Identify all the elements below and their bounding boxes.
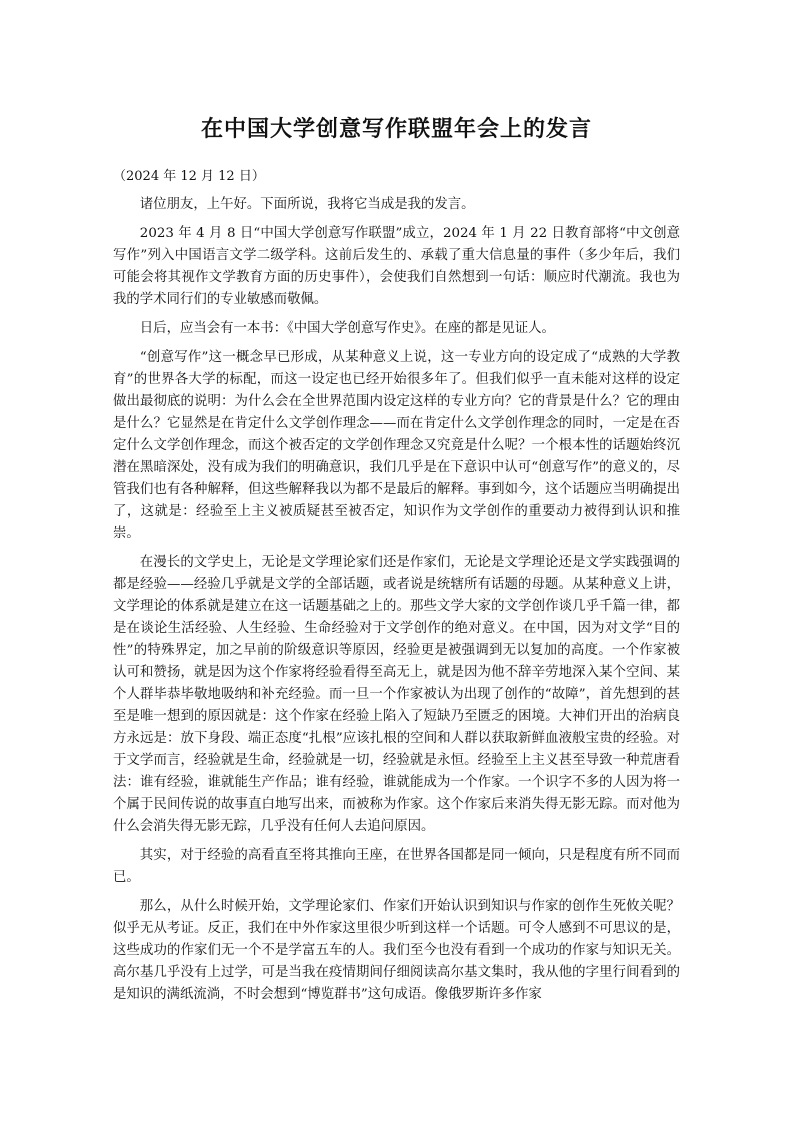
paragraph-experience: 在漫长的文学史上，无论是文学理论家们还是作家们，无论是文学理论还是文学实践强调的都是经验——经验几乎就是文学的全部话题，或者说是统辖所有话题的母题。从某种意义上讲，文学理论的体系就是建立在这一话题基础之上的。那些文学大家的文学创作谈几乎千篇一律，都是在谈论生活经验、人生经验、生命经验对于文学创作的绝对意义。在中国，因为对文学“目的性”的特殊界定，加之早前的阶级意识等原因，经验更是被强调到无以复加的高度。一个作家被认可和赞扬，就是因为这个作家将经验看得至高无上，就是因为他不辞辛劳地深入某个空间、某个人群毕恭毕敬地吸纳和补充经验。而一旦一个作家被认为出现了创作的“故障”，首先想到的甚至是唯一想到的原因就是：这个作家在经验上陷入了短缺乃至匮乏的困境。大神们开出的治病良方永远是：放下身段、端正态度“扎根”应该扎根的空间和人群以获取新鲜血液般宝贵的经验。对于文学而言，经验就是生命，经验就是一切，经验就是永恒。经验至上主义甚至导致一种荒唐看法：谁有经验，谁就能生产作品；谁有经验，谁就能成为一个作家。一个识字不多的人因为将一个属于民间传说的故事直白地写出来，而被称为作家。这个作家后来消失得无影无踪。而对他为什么会消失得无影无踪，几乎没有任何人去追问原因。 [113, 555, 680, 834]
paragraph-creative-writing-concept: “创意写作”这一概念早已形成，从某种意义上说，这一专业方向的设定成了“成熟的大学教育”的世界各大学的标配，而这一设定也已经开始很多年了。但我们似乎一直未能对这样的设定做出最彻底的说明：为什么会在全世界范围内设定这样的专业方向？它的背景是什么？它的理由是什么？它显然是在肯定什么文学创作理念——而在肯定什么文学创作理念的同时，一定是在否定什么文学创作理念，而这个被否定的文学创作理念又究竟是什么呢？一个根本性的话题始终沉潜在黑暗深处，没有成为我们的明确意识，我们几乎是在下意识中认可“创意写作”的意义的，尽管我们也有各种解释，但这些解释我以为都不是最后的解释。事到如今，这个话题应当明确提出了，这就是：经验至上主义被质疑甚至被否定，知识作为文学创作的重要动力被得到认识和推崇。 [113, 350, 680, 541]
paragraph-global-tendency: 其实，对于经验的高看直至将其推向王座，在世界各国都是同一倾向，只是程度有所不同而已。 [113, 848, 680, 885]
document-date: （2024 年 12 月 12 日） [113, 169, 265, 184]
document-body [113, 194, 680, 1013]
document-title: 在中国大学创意写作联盟年会上的发言 [200, 116, 592, 142]
paragraph-alliance-founding: 2023 年 4 月 8 日“中国大学创意写作联盟”成立，2024 年 1 月 22 日教育部将“中文创意写作”列入中国语言文学二级学科。这前后发生的、承载了重大信息量的事件（多少年后，我们可能会将其视作文学教育方面的历史事件），会使我们自然想到一句话：顺应时代潮流。我也为我的学术同行们的专业敏感而敬佩。 [113, 226, 680, 307]
paragraph-greeting: 诸位朋友，上午好。下面所说，我将它当成是我的发言。 [139, 197, 475, 212]
paragraph-history-book: 日后，应当会有一本书：《中国大学创意写作史》。在座的都是见证人。 [139, 321, 555, 336]
paragraph-knowledge: 那么，从什么时候开始，文学理论家们、作家们开始认识到知识与作家的创作生死攸关呢？似乎无从考证。反正，我们在中外作家这里很少听到这样一个话题。可令人感到不可思议的是，这些成功的作家们无一个不是学富五车的人。我们至今也没有看到一个成功的作家与知识无关。高尔基几乎没有上过学，可是当我在疫情期间仔细阅读高尔基文集时，我从他的字里行间看到的是知识的满纸流淌，不时会想到“博览群书”这句成语。像俄罗斯许多作家 [113, 899, 680, 1002]
